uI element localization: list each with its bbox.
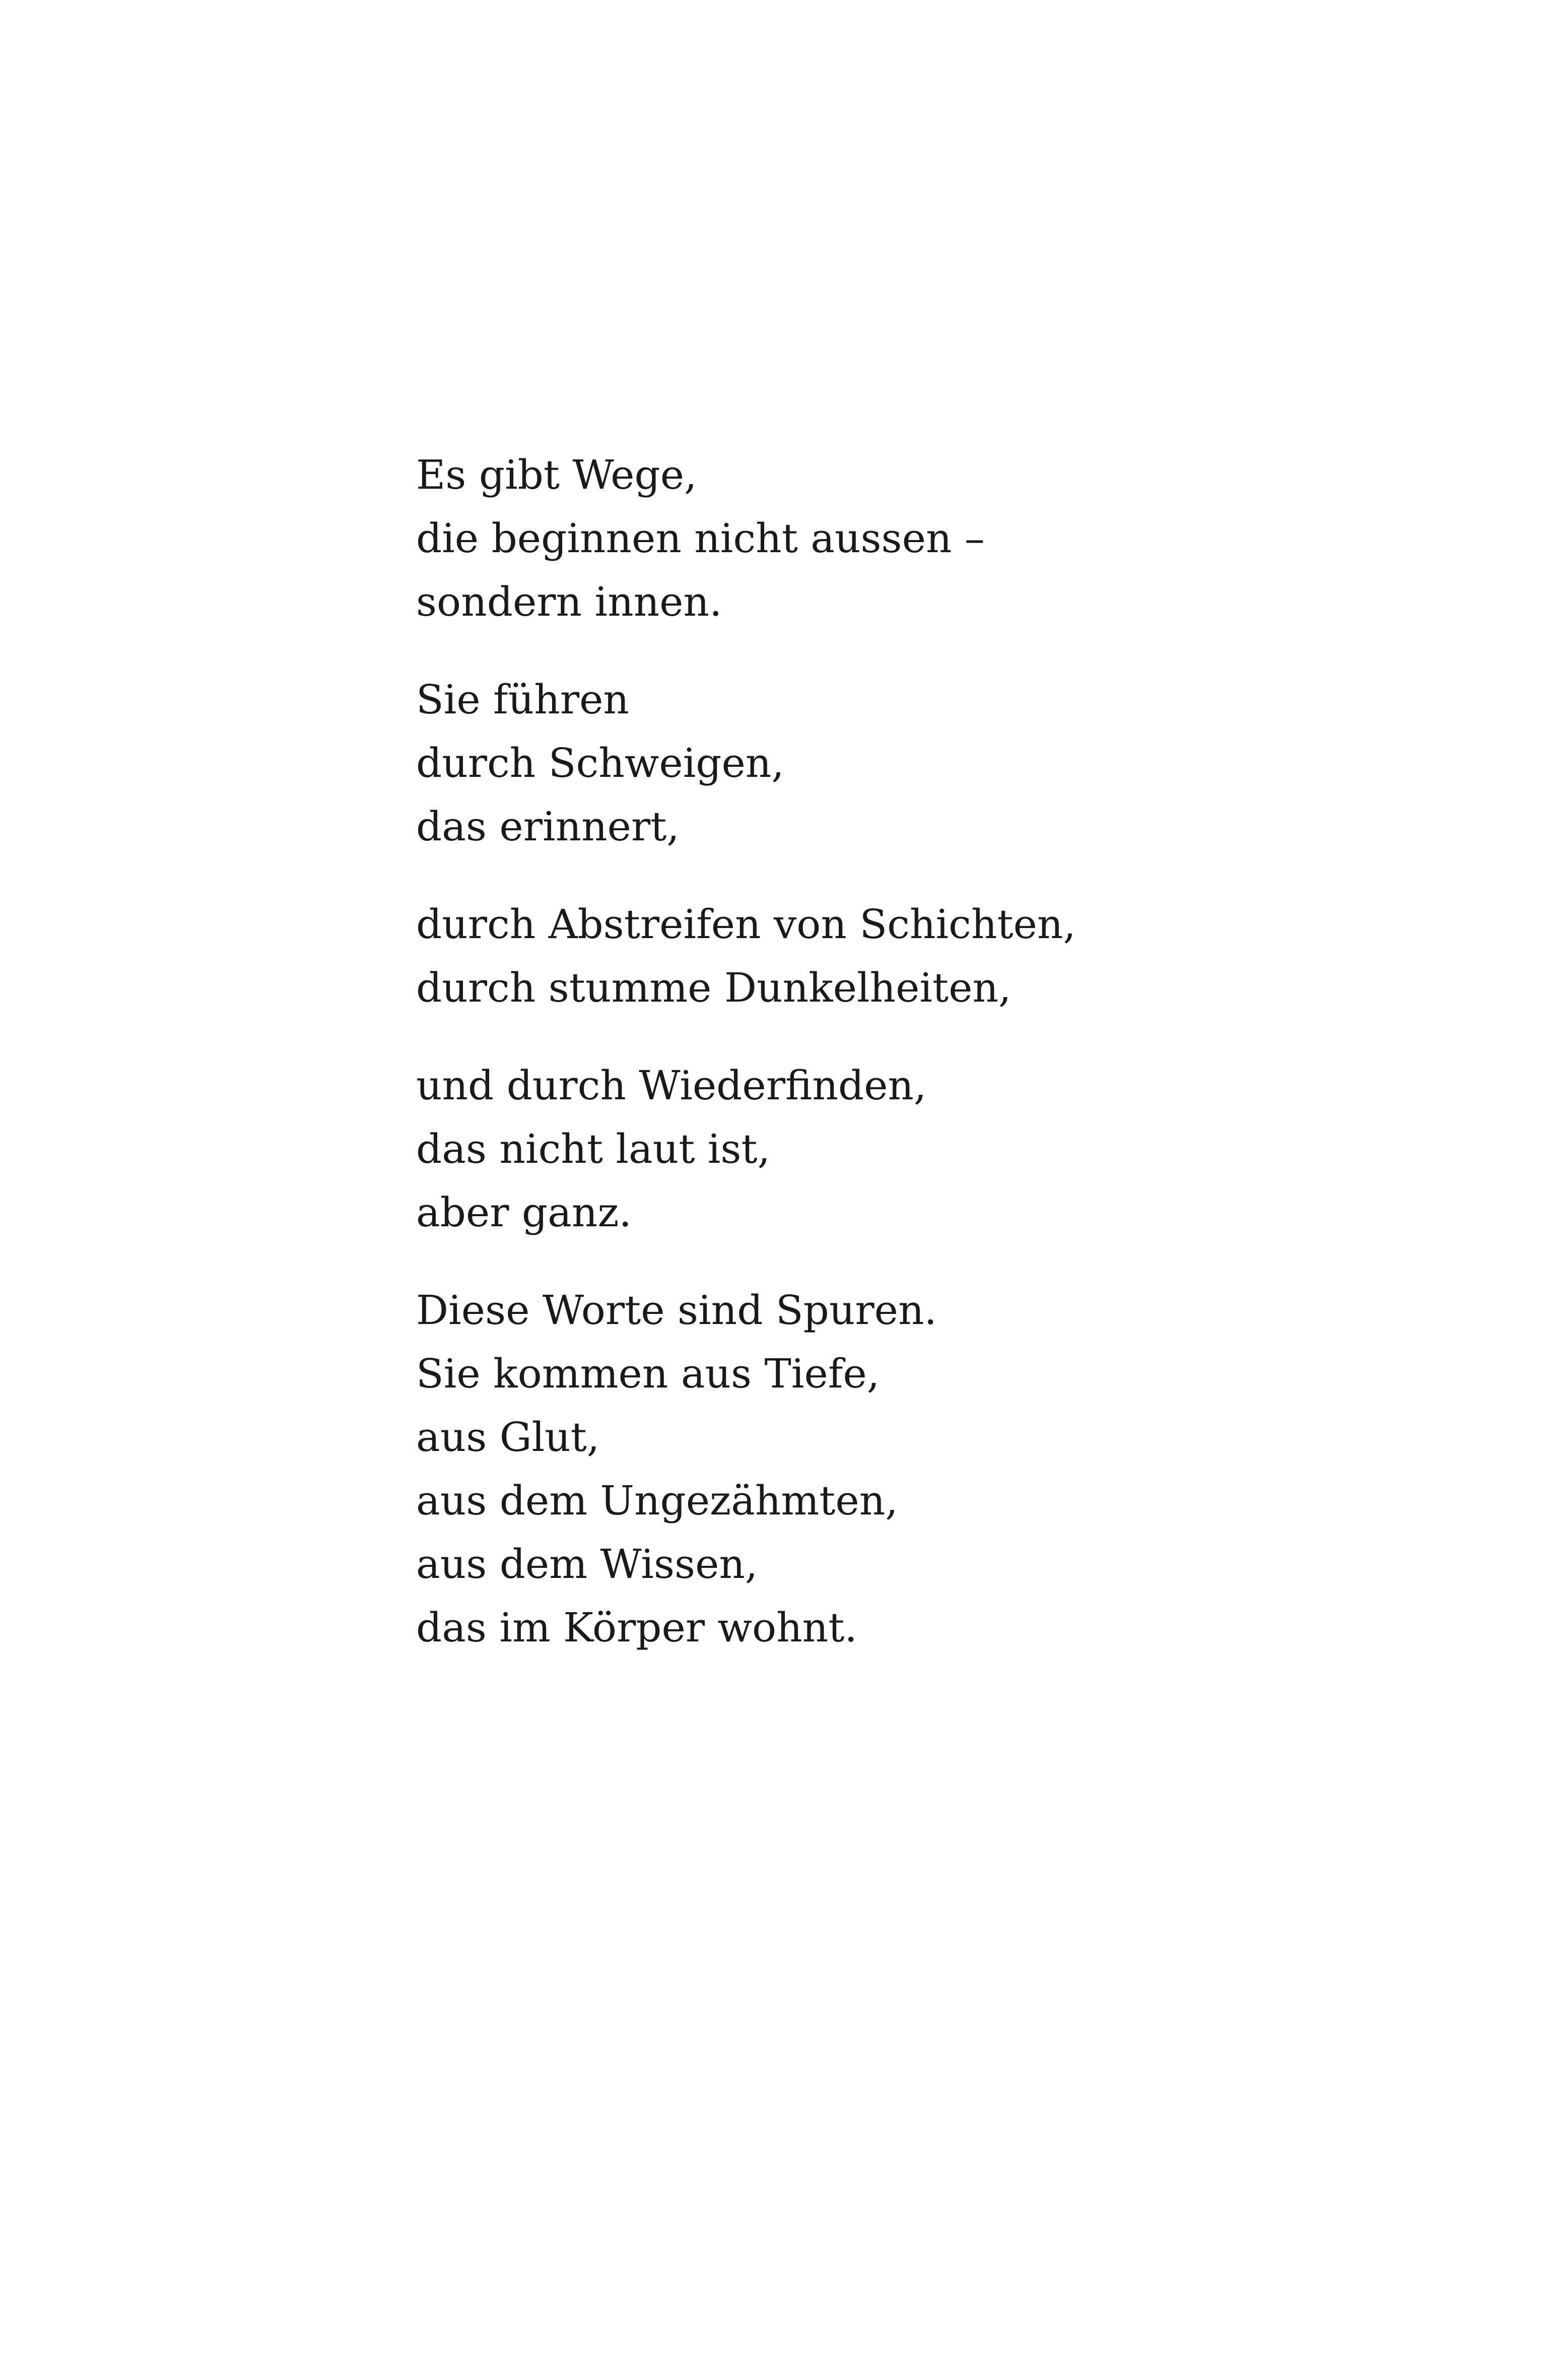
stanza-4	[416, 1054, 1424, 1244]
stanza-2	[416, 668, 1424, 858]
poem-line: sondern innen.	[416, 578, 722, 625]
poem-line: durch Schweigen,	[416, 740, 784, 786]
poem-line: und durch Wiederfinden,	[416, 1062, 927, 1109]
poem-line: die beginnen nicht aussen –	[416, 515, 985, 562]
poem-line: durch Abstreifen von Schichten,	[416, 901, 1076, 948]
poem-line: Sie führen	[416, 676, 629, 723]
poem	[416, 443, 1424, 1660]
poem-line: aber ganz.	[416, 1189, 632, 1236]
poem-line: Diese Worte sind Spuren.	[416, 1287, 937, 1334]
stanza-3	[416, 893, 1424, 1020]
poem-line: das erinnert,	[416, 803, 680, 850]
poem-line: aus dem Ungezähmten,	[416, 1477, 898, 1524]
poem-line: das im Körper wohnt.	[416, 1604, 857, 1651]
stanza-1	[416, 443, 1424, 634]
stanza-5	[416, 1279, 1424, 1660]
poem-line: durch stumme Dunkelheiten,	[416, 964, 1012, 1011]
poem-line: aus dem Wissen,	[416, 1541, 758, 1588]
poem-line: das nicht laut ist,	[416, 1126, 771, 1172]
poem-line: Sie kommen aus Tiefe,	[416, 1350, 880, 1397]
poem-line: aus Glut,	[416, 1414, 600, 1461]
poem-line: Es gibt Wege,	[416, 451, 697, 498]
